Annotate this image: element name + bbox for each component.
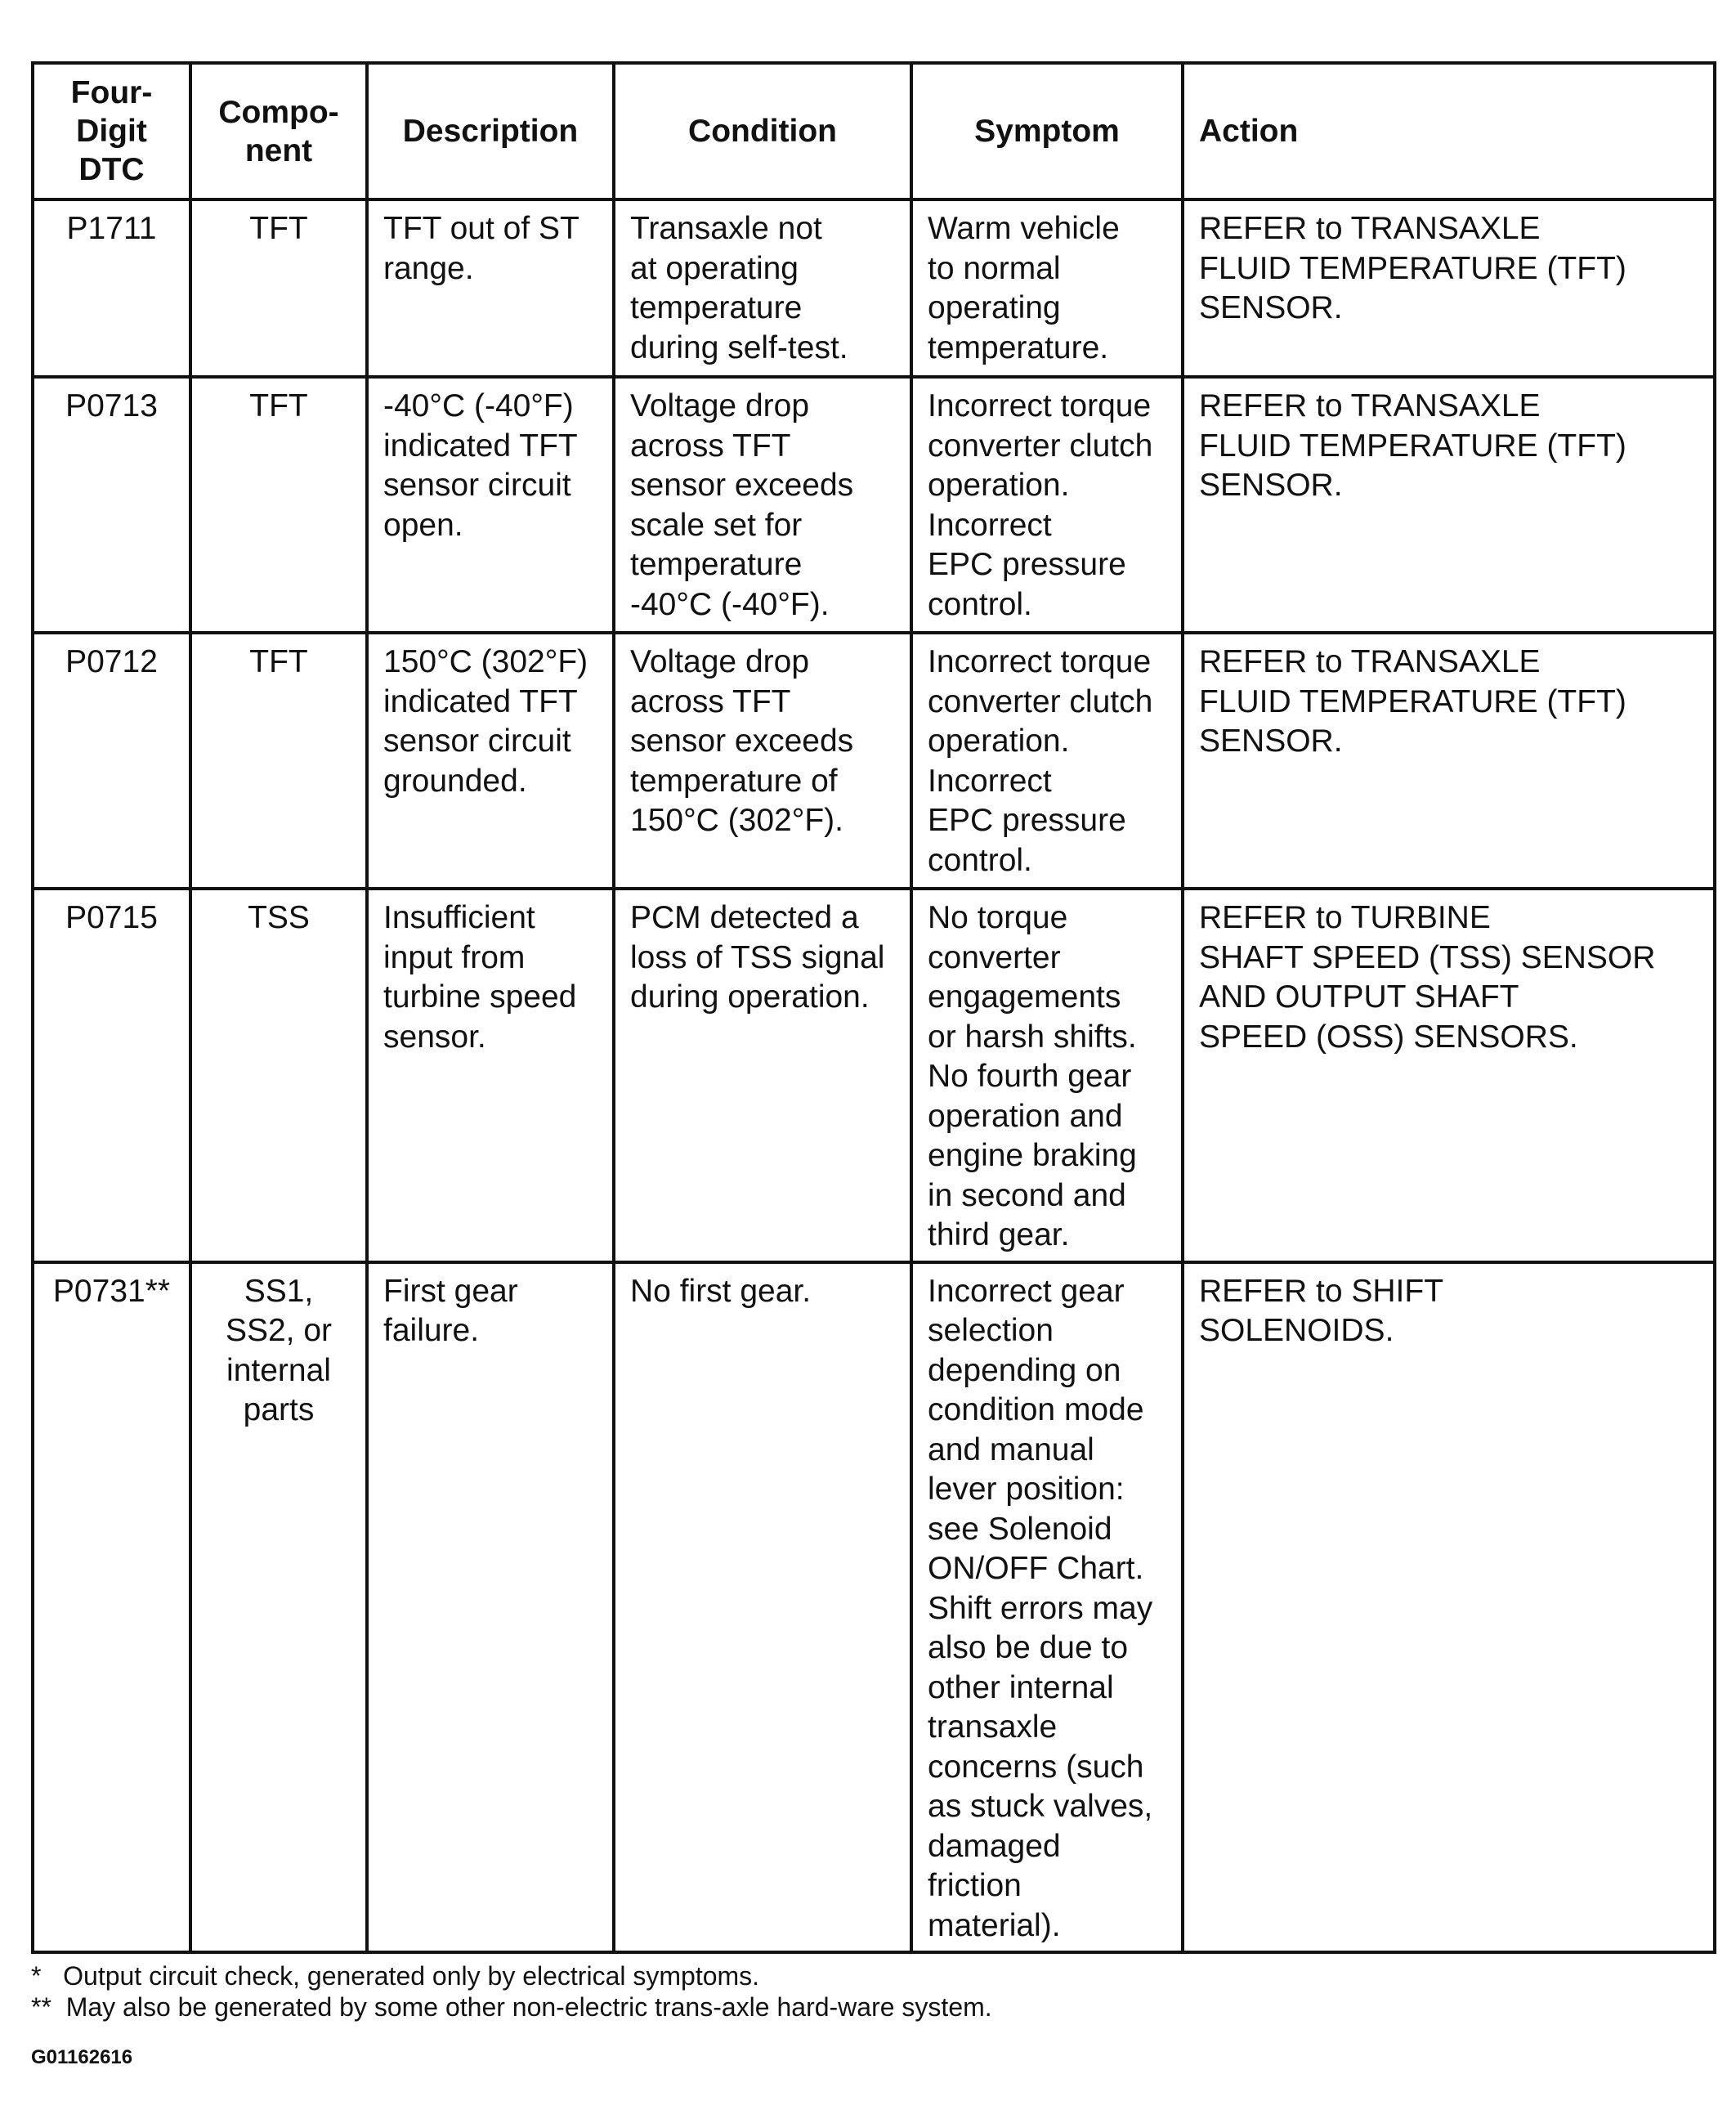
header-dtc: Four- Digit DTC xyxy=(33,63,190,199)
action-cell: REFER to SHIFT SOLENOIDS. xyxy=(1183,1262,1715,1953)
description-cell: Insufficient input from turbine speed sensor. xyxy=(367,889,614,1262)
description-cell: First gear failure. xyxy=(367,1262,614,1953)
figure-id: G01162616 xyxy=(31,2046,133,2068)
symptom-cell: Incorrect torque converter clutch operation. Incorrect EPC pressure control. xyxy=(911,377,1183,633)
table-row xyxy=(33,889,1715,1262)
symptom-cell: Incorrect torque converter clutch operation. Incorrect EPC pressure control. xyxy=(911,633,1183,889)
condition-cell: Voltage drop across TFT sensor exceeds temperature of 150°C (302°F). xyxy=(614,633,911,889)
dtc-code: P0713 xyxy=(33,377,190,633)
footnotes xyxy=(31,1960,992,2023)
table-row xyxy=(33,633,1715,889)
header-condition: Condition xyxy=(614,63,911,199)
header-action: Action xyxy=(1183,63,1715,199)
header-row xyxy=(33,63,1715,199)
dtc-code: P0712 xyxy=(33,633,190,889)
dtc-code: P0715 xyxy=(33,889,190,1262)
condition-cell: No first gear. xyxy=(614,1262,911,1953)
action-cell: REFER to TRANSAXLE FLUID TEMPERATURE (TFT) SENSOR. xyxy=(1183,199,1715,377)
dtc-code: P0731** xyxy=(33,1262,190,1953)
header-description: Description xyxy=(367,63,614,199)
header-symptom: Symptom xyxy=(911,63,1183,199)
condition-cell: Voltage drop across TFT sensor exceeds scale set for temperature -40°C (-40°F). xyxy=(614,377,911,633)
symptom-cell: No torque converter engagements or harsh shifts. No fourth gear operation and engine braking in second and third gear. xyxy=(911,889,1183,1262)
component-cell: TFT xyxy=(190,199,367,377)
footnote-single-asterisk: * Output circuit check, generated only by electrical symptoms. xyxy=(31,1961,760,1991)
component-cell: TSS xyxy=(190,889,367,1262)
footnote-double-asterisk: ** May also be generated by some other non-electric trans-axle hard-ware system. xyxy=(31,1992,992,2022)
component-cell: SS1, SS2, or internal parts xyxy=(190,1262,367,1953)
action-cell: REFER to TRANSAXLE FLUID TEMPERATURE (TFT) SENSOR. xyxy=(1183,377,1715,633)
condition-cell: PCM detected a loss of TSS signal during operation. xyxy=(614,889,911,1262)
description-cell: 150°C (302°F) indicated TFT sensor circuit grounded. xyxy=(367,633,614,889)
symptom-cell: Warm vehicle to normal operating temperature. xyxy=(911,199,1183,377)
dtc-code: P1711 xyxy=(33,199,190,377)
condition-cell: Transaxle not at operating temperature during self-test. xyxy=(614,199,911,377)
description-cell: TFT out of ST range. xyxy=(367,199,614,377)
description-cell: -40°C (-40°F) indicated TFT sensor circuit open. xyxy=(367,377,614,633)
component-cell: TFT xyxy=(190,377,367,633)
header-component: Compo- nent xyxy=(190,63,367,199)
action-cell: REFER to TRANSAXLE FLUID TEMPERATURE (TFT) SENSOR. xyxy=(1183,633,1715,889)
dtc-table xyxy=(31,61,1716,1954)
table-row xyxy=(33,199,1715,377)
action-cell: REFER to TURBINE SHAFT SPEED (TSS) SENSOR AND OUTPUT SHAFT SPEED (OSS) SENSORS. xyxy=(1183,889,1715,1262)
symptom-cell: Incorrect gear selection depending on condition mode and manual lever position: see Solenoid ON/OFF Chart. Shift errors may also be due to other internal transaxle concerns (such as stuck valves, damaged friction material). xyxy=(911,1262,1183,1953)
component-cell: TFT xyxy=(190,633,367,889)
table-row xyxy=(33,377,1715,633)
table-row xyxy=(33,1262,1715,1953)
